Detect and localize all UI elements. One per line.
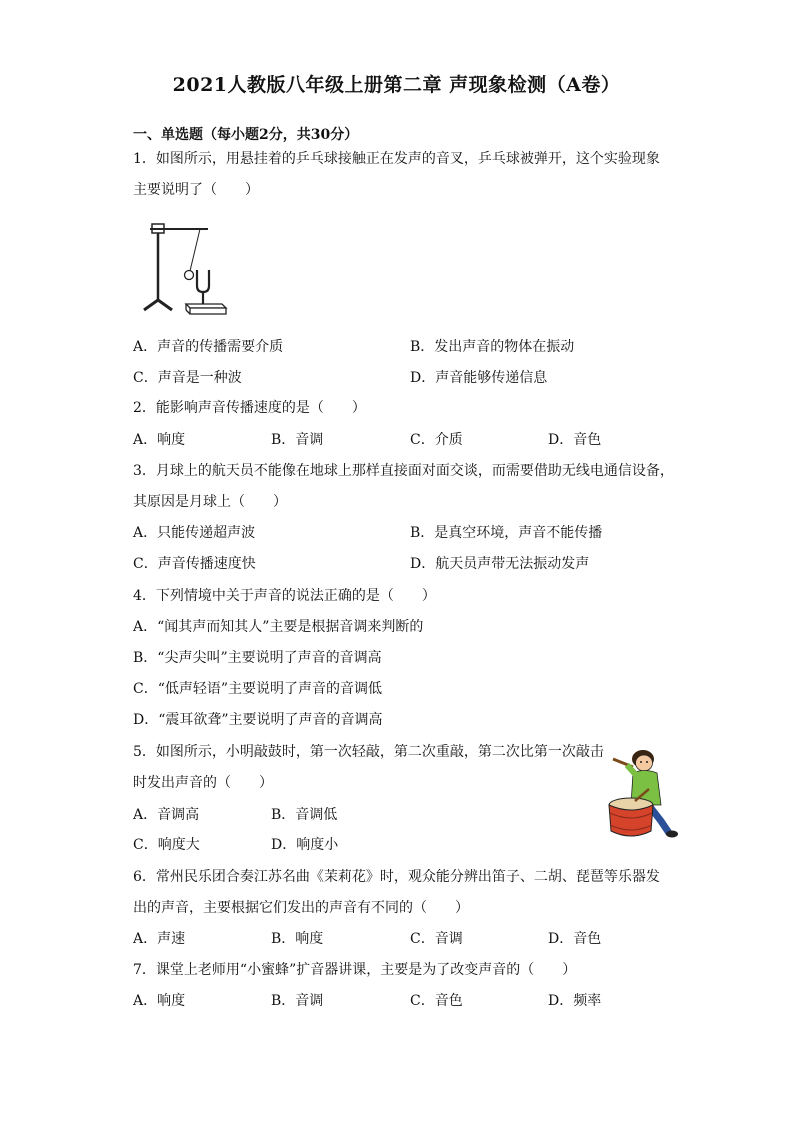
q3-option-b: B．是真空环境，声音不能传播: [410, 525, 603, 541]
q2-option-b: B．音调: [271, 432, 324, 448]
q6-option-b: B．响度: [271, 931, 324, 947]
q2-option-a: A．响度: [133, 432, 186, 448]
question-6-text: 6．常州民乐团合奏江苏名曲《茉莉花》时，观众能分辨出笛子、二胡、琵琶等乐器发: [133, 869, 660, 885]
q1-option-a: A．声音的传播需要介质: [133, 339, 284, 355]
tuning-fork-pingpong-figure: [138, 218, 233, 318]
q3-option-c: C．声音传播速度快: [133, 556, 256, 572]
q1-option-c: C．声音是一种波: [133, 370, 242, 386]
question-6-text-cont: 出的声音，主要根据它们发出的声音有不同的（ ）: [133, 900, 469, 916]
q5-option-c: C．响度大: [133, 837, 200, 853]
question-3-text: 3．月球上的航天员不能像在地球上那样直接面对面交谈，而需要借助无线电通信设备，: [133, 463, 674, 479]
q2-option-c: C．介质: [410, 432, 463, 448]
q7-option-d: D．频率: [548, 993, 602, 1009]
q6-option-a: A．声速: [133, 931, 186, 947]
q2-option-d: D．音色: [548, 432, 602, 448]
question-5-text-cont: 时发出声音的（ ）: [133, 775, 273, 791]
question-1-text: 1．如图所示，用悬挂着的乒乓球接触正在发声的音叉，乒乓球被弹开，这个实验现象: [133, 151, 660, 167]
section-heading: 一、单选题（每小题2分，共30分）: [133, 127, 359, 143]
q4-option-a: A．“闻其声而知其人”主要是根据音调来判断的: [133, 619, 424, 635]
boy-drum-figure: [603, 743, 683, 843]
q7-option-c: C．音色: [410, 993, 463, 1009]
q3-option-a: A．只能传递超声波: [133, 525, 256, 541]
q1-option-d: D．声音能够传递信息: [410, 370, 548, 386]
q6-option-c: C．音调: [410, 931, 463, 947]
question-7-text: 7．课堂上老师用“小蜜蜂”扩音器讲课，主要是为了改变声音的（ ）: [133, 962, 577, 978]
question-3-text-cont: 其原因是月球上（ ）: [133, 494, 287, 510]
question-1-text-cont: 主要说明了（ ）: [133, 182, 259, 198]
q3-option-d: D．航天员声带无法振动发声: [410, 556, 590, 572]
q4-option-c: C．“低声轻语”主要说明了声音的音调低: [133, 681, 383, 697]
q5-option-b: B．音调低: [271, 807, 338, 823]
question-2-text: 2．能影响声音传播速度的是（ ）: [133, 400, 366, 416]
q7-option-b: B．音调: [271, 993, 324, 1009]
q5-option-d: D．响度小: [271, 837, 339, 853]
q1-option-b: B．发出声音的物体在振动: [410, 339, 575, 355]
question-5-text: 5．如图所示，小明敲鼓时，第一次轻敲，第二次重敲，第二次比第一次敲击: [133, 744, 604, 760]
question-4-text: 4．下列情境中关于声音的说法正确的是（ ）: [133, 588, 436, 604]
q4-option-d: D．“震耳欲聋”主要说明了声音的音调高: [133, 712, 383, 728]
q6-option-d: D．音色: [548, 931, 602, 947]
q4-option-b: B．“尖声尖叫”主要说明了声音的音调高: [133, 650, 382, 666]
q5-option-a: A．音调高: [133, 807, 200, 823]
q7-option-a: A．响度: [133, 993, 186, 1009]
page-title: 2021人教版八年级上册第二章 声现象检测（A卷）: [172, 74, 621, 96]
